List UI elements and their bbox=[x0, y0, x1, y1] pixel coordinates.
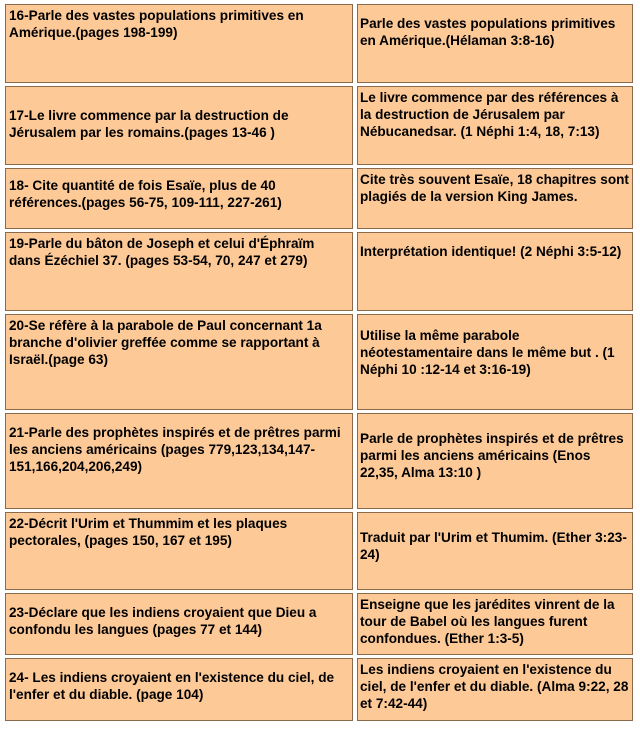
book-of-mormon-text: Interprétation identique! (2 Néphi 3:5-12) bbox=[360, 244, 622, 259]
book-of-mormon-cell bbox=[357, 413, 633, 509]
table-row bbox=[5, 512, 633, 590]
claim-cell: 20-Se réfère à la parabole de Paul concernant 1a branche d'olivier greffée comme se rapportant à Israël.(page 63) bbox=[5, 314, 353, 410]
book-of-mormon-cell bbox=[357, 314, 633, 410]
book-of-mormon-text: Utilise la même parabole néotestamentaire dans le même but . (1 Néphi 10 :12-14 et 3:16-19) bbox=[360, 328, 615, 377]
claim-cell bbox=[5, 86, 353, 165]
book-of-mormon-cell: Le livre commence par des références à la destruction de Jérusalem par Nébucanedsar. (1 Néphi 1:4, 18, 7:13) bbox=[357, 86, 633, 165]
table-row bbox=[5, 86, 633, 165]
book-of-mormon-text: Parle des vastes populations primitives en Amérique.(Hélaman 3:8-16) bbox=[360, 16, 616, 48]
table-row bbox=[5, 658, 633, 721]
book-of-mormon-text: Parle de prophètes inspirés et de prêtres parmi les anciens américains (Enos 22,35, Alma 13:10 ) bbox=[360, 431, 624, 480]
claim-cell bbox=[5, 658, 353, 721]
claim-text: 21-Parle des prophètes inspirés et de prêtres parmi les anciens américains (pages 779,123,134,147-151,166,204,206,249) bbox=[9, 425, 341, 474]
table-row bbox=[5, 314, 633, 410]
book-of-mormon-cell: Cite très souvent Esaïe, 18 chapitres sont plagiés de la version King James. bbox=[357, 168, 633, 229]
claim-cell: 22-Décrit l'Urim et Thummim et les plaques pectorales, (pages 150, 167 et 195) bbox=[5, 512, 353, 590]
claim-text: 24- Les indiens croyaient en l'existence du ciel, de l'enfer et du diable. (page 104) bbox=[9, 670, 335, 702]
book-of-mormon-text: Traduit par l'Urim et Thumim. (Ether 3:23-24) bbox=[360, 530, 627, 562]
book-of-mormon-cell: Les indiens croyaient en l'existence du ciel, de l'enfer et du diable. (Alma 9:22, 28 et 7:42-44) bbox=[357, 658, 633, 721]
claim-cell: 19-Parle du bâton de Joseph et celui d'Éphraïm dans Ézéchiel 37. (pages 53-54, 70, 247 et 279) bbox=[5, 232, 353, 311]
book-of-mormon-cell: Enseigne que les jarédites vinrent de la tour de Babel où les langues furent confondues. (Ether 1:3-5) bbox=[357, 593, 633, 655]
table-row bbox=[5, 413, 633, 509]
claim-cell bbox=[5, 413, 353, 509]
claim-text: 17-Le livre commence par la destruction de Jérusalem par les romains.(pages 13-46 ) bbox=[9, 108, 289, 140]
claim-text: 18- Cite quantité de fois Esaïe, plus de 40 références.(pages 56-75, 109-111, 227-261) bbox=[9, 178, 282, 210]
claim-cell bbox=[5, 168, 353, 229]
book-of-mormon-cell bbox=[357, 232, 633, 311]
table-row bbox=[5, 4, 633, 83]
claim-cell bbox=[5, 593, 353, 655]
book-of-mormon-cell bbox=[357, 512, 633, 590]
table-row bbox=[5, 168, 633, 229]
comparison-table bbox=[1, 1, 637, 724]
claim-text: 23-Déclare que les indiens croyaient que Dieu a confondu les langues (pages 77 et 144) bbox=[9, 605, 317, 637]
book-of-mormon-cell bbox=[357, 4, 633, 83]
claim-cell: 16-Parle des vastes populations primitives en Amérique.(pages 198-199) bbox=[5, 4, 353, 83]
table-row bbox=[5, 593, 633, 655]
table-row bbox=[5, 232, 633, 311]
